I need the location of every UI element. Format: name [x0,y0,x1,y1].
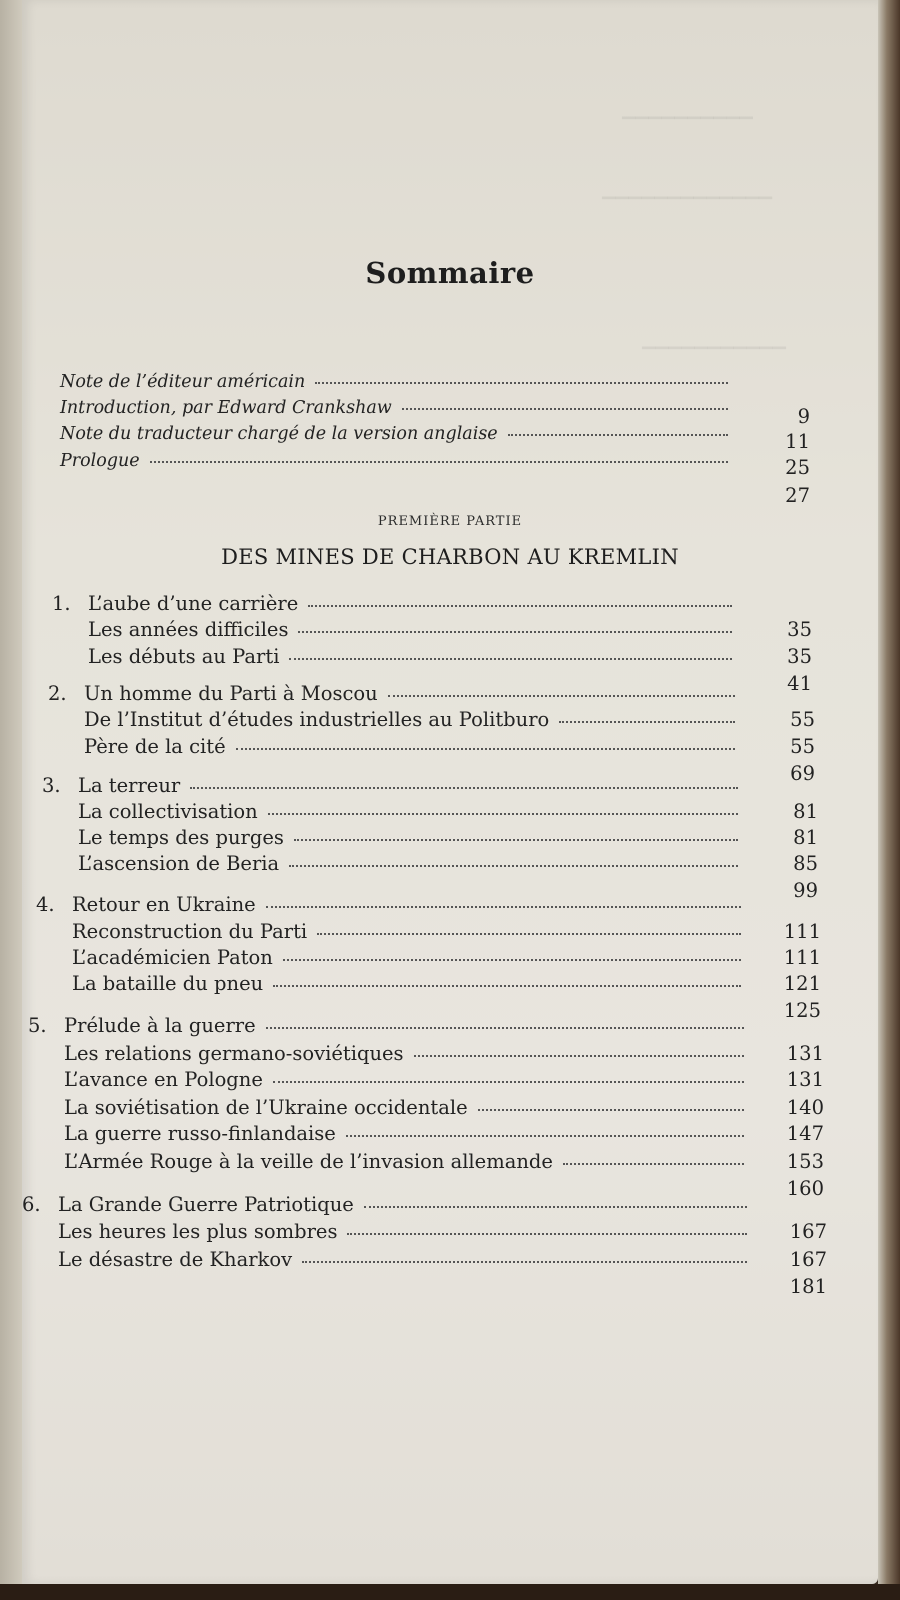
section-entry-title: L’Armée Rouge à la veille de l’invasion allemande [64,1150,553,1173]
dot-leader [268,813,738,815]
page-number: 9 [797,405,810,428]
background-table [0,1584,900,1600]
page-number: 81 [793,826,818,849]
chapter-entry [78,774,744,797]
front-matter-entry-title: Note du traducteur chargé de la version anglaise [60,424,498,444]
page-number: 125 [783,999,821,1022]
background-edge [878,0,900,1600]
dot-leader [150,461,728,463]
dot-leader [266,1027,744,1029]
chapter-number: 4. [36,893,55,916]
dot-leader [347,1233,747,1235]
page-title: Sommaire [365,256,535,290]
page-number: 55 [790,708,815,731]
chapter-number: 2. [48,682,67,705]
page-number: 131 [786,1042,824,1065]
chapter-entry [58,1193,753,1216]
section-entry-title: La guerre russo-finlandaise [64,1122,336,1145]
dot-leader [190,787,738,789]
section-entry-title: Le temps des purges [78,826,284,849]
page-number: 160 [786,1177,824,1200]
page-number: 140 [786,1096,824,1119]
page-number: 35 [787,645,812,668]
section-entry-title: Les années difficiles [88,618,289,641]
part-label: PREMIÈRE PARTIE [377,514,523,529]
page-number: 25 [785,456,810,479]
section-entry-title: Les relations germano-soviétiques [64,1042,404,1065]
section-entry [78,826,744,849]
chapter-entry-title: La Grande Guerre Patriotique [58,1193,354,1216]
front-matter-entry [60,398,734,418]
front-matter-entry [60,372,734,392]
page-number: 69 [790,762,815,785]
section-entry [64,1122,750,1145]
section-entry [64,1042,750,1065]
dot-leader [289,865,738,867]
section-entry [58,1248,753,1271]
section-entry-title: De l’Institut d’études industrielles au Politburo [84,708,550,731]
page-number: 131 [786,1068,824,1091]
dot-leader [508,434,728,436]
dot-leader [302,1261,747,1263]
front-matter-entry-title: Note de l’éditeur américain [60,372,306,392]
chapter-number: 5. [28,1014,47,1037]
section-entry-title: Le désastre de Kharkov [58,1248,293,1271]
dot-leader [388,695,735,697]
dot-leader [289,658,732,660]
page-number: 167 [789,1248,827,1271]
chapter-entry-title: Prélude à la guerre [64,1014,256,1037]
chapter-entry [72,893,747,916]
chapter-entry-title: Retour en Ukraine [72,893,256,916]
part-title: DES MINES DE CHARBON AU KREMLIN [221,545,679,569]
section-entry [78,800,744,823]
dot-leader [559,721,735,723]
page-number: 41 [787,672,812,695]
section-entry-title: Reconstruction du Parti [72,920,308,943]
page-number: 85 [793,852,818,875]
dot-leader [266,906,741,908]
dot-leader [402,408,728,410]
page-number: 111 [783,946,821,969]
chapter-entry [84,682,741,705]
page-number: 147 [786,1122,824,1145]
section-entry [64,1150,750,1173]
page-number: 81 [793,800,818,823]
page-number: 11 [785,430,810,453]
show-through: ▁▁▁▁▁▁▁▁▁▁▁ [642,330,786,350]
section-entry [64,1068,750,1091]
section-entry [72,920,747,943]
chapter-number: 1. [52,592,71,615]
dot-leader [273,985,741,987]
show-through: ▁▁▁▁▁▁▁▁▁▁▁▁▁ [602,180,772,200]
page-number: 181 [789,1275,827,1298]
dot-leader [478,1109,744,1111]
dot-leader [346,1135,744,1137]
dot-leader [317,933,741,935]
section-entry [88,645,738,668]
section-entry-title: Les heures les plus sombres [58,1220,338,1243]
section-entry-title: L’ascension de Beria [78,852,280,875]
dot-leader [308,605,732,607]
section-entry-title: Les débuts au Parti [88,645,280,668]
chapter-entry-title: La terreur [78,774,181,797]
dot-leader [294,839,738,841]
section-entry-title: La bataille du pneu [72,972,264,995]
page-number: 111 [783,920,821,943]
section-entry [72,972,747,995]
show-through: ▁▁▁▁▁▁▁▁▁▁ [622,100,753,120]
chapter-entry-title: Un homme du Parti à Moscou [84,682,378,705]
chapter-entry-title: L’aube d’une carrière [88,592,299,615]
section-entry [58,1220,753,1243]
section-entry [84,708,741,731]
section-entry [88,618,738,641]
section-entry-title: La collectivisation [78,800,258,823]
chapter-entry [64,1014,750,1037]
dot-leader [364,1206,747,1208]
chapter-number: 3. [42,774,61,797]
dot-leader [283,959,741,961]
chapter-entry [88,592,738,615]
front-matter-entry [60,451,734,471]
section-entry-title: Père de la cité [84,735,226,758]
front-matter-entry-title: Introduction, par Edward Crankshaw [60,398,392,418]
section-entry [72,946,747,969]
section-entry-title: L’avance en Pologne [64,1068,263,1091]
front-matter-entry-title: Prologue [60,451,140,471]
page-number: 153 [786,1150,824,1173]
dot-leader [414,1055,744,1057]
dot-leader [298,631,732,633]
chapter-number: 6. [22,1193,41,1216]
front-matter-entry [60,424,734,444]
section-entry [64,1096,750,1119]
page-number: 99 [793,879,818,902]
dot-leader [273,1081,744,1083]
page-number: 167 [789,1220,827,1243]
page-number: 55 [790,735,815,758]
section-entry [78,852,744,875]
dot-leader [563,1163,744,1165]
page-number: 121 [783,972,821,995]
dot-leader [315,382,728,384]
page-number: 27 [785,484,810,507]
section-entry-title: La soviétisation de l’Ukraine occidentale [64,1096,468,1119]
book-page [22,0,878,1584]
page-number: 35 [787,618,812,641]
section-entry [84,735,741,758]
section-entry-title: L’académicien Paton [72,946,273,969]
dot-leader [236,748,735,750]
